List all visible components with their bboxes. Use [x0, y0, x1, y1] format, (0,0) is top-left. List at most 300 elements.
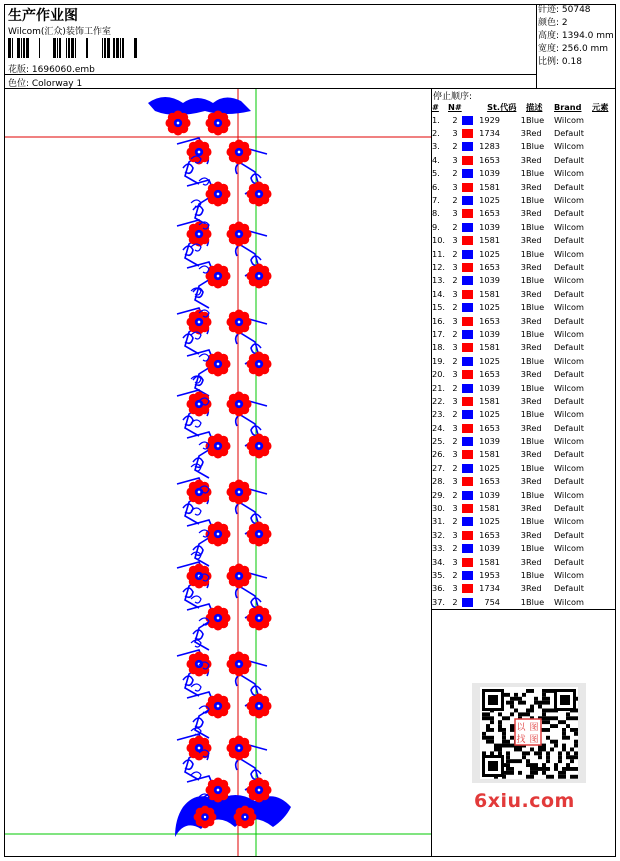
- table-row: [432, 595, 612, 608]
- swatch-box: [462, 263, 473, 272]
- cell-idx: 21.: [432, 382, 446, 393]
- qr-module: [482, 736, 486, 740]
- cell-desc: Blue: [526, 221, 545, 232]
- qr-module: [510, 697, 514, 701]
- cell-idx: 8.: [432, 208, 440, 219]
- cell-idx: 10.: [432, 235, 446, 246]
- qr-module: [562, 771, 566, 775]
- swatch-box: [462, 236, 473, 245]
- qr-module: [566, 751, 570, 755]
- flower-5: [226, 221, 251, 246]
- stats-divider: [536, 4, 537, 88]
- qr-module: [510, 759, 514, 763]
- qr-module: [562, 728, 566, 732]
- qr-module: [510, 728, 514, 732]
- cell-st: 1653: [479, 529, 500, 540]
- cell-st: 1039: [479, 543, 500, 554]
- swirl: [199, 266, 209, 273]
- cell-st: 1653: [479, 261, 500, 272]
- cell-desc: Red: [526, 449, 542, 460]
- qr-module: [518, 759, 522, 763]
- cell-brand: Wilcom: [554, 516, 584, 527]
- cell-st: 1039: [479, 328, 500, 339]
- qr-module: [518, 712, 522, 716]
- stat-value: 256.0 mm: [559, 44, 609, 54]
- table-divider: [431, 609, 616, 610]
- qr-module: [530, 775, 534, 779]
- seal-stamp: [515, 719, 541, 745]
- cell-brand: Wilcom: [554, 596, 584, 607]
- cell-n: 2: [452, 275, 458, 286]
- qr-module: [486, 736, 490, 740]
- color-swatch: [462, 448, 476, 461]
- qr-module: [574, 755, 578, 759]
- color-swatch: [462, 247, 476, 260]
- cell-element: [592, 568, 612, 581]
- qr-module: [546, 709, 550, 713]
- swatch-box: [462, 450, 473, 459]
- watermark-site: 6xiu.com: [474, 790, 575, 812]
- cell-brand: Default: [554, 529, 584, 540]
- color-swatch: [462, 126, 476, 139]
- cell-element: [592, 528, 612, 541]
- cell-element: [592, 314, 612, 327]
- cell-st: 1039: [479, 221, 500, 232]
- cell-st: 1929: [479, 114, 500, 125]
- flower-8: [186, 309, 211, 334]
- cell-brand: Default: [554, 476, 584, 487]
- qr-module: [574, 744, 578, 748]
- flower-2: [205, 181, 230, 206]
- qr-module: [542, 701, 546, 705]
- cell-st: 1039: [479, 382, 500, 393]
- cell-n: 3: [452, 261, 458, 272]
- cell-code: 3: [520, 583, 526, 594]
- qr-module: [526, 759, 530, 763]
- stat-value: 1394.0 mm: [559, 31, 614, 41]
- qr-module: [498, 728, 502, 732]
- color-swatch: [462, 314, 476, 327]
- qr-module: [542, 693, 546, 697]
- swatch-box: [462, 558, 473, 567]
- cell-desc: Blue: [526, 168, 545, 179]
- cell-code: 3: [520, 476, 526, 487]
- cell-brand: Default: [554, 315, 584, 326]
- cell-st: 1025: [479, 462, 500, 473]
- table-row: [432, 153, 612, 166]
- studio-name: Wilcom(汇众)装饰工作室: [8, 27, 111, 37]
- cell-brand: Wilcom: [554, 489, 584, 500]
- stop-sequence-title: 停止顺序:: [433, 92, 473, 102]
- cell-brand: Wilcom: [554, 221, 584, 232]
- stat-label: 针迹:: [538, 5, 560, 15]
- table-row: [432, 367, 612, 380]
- table-row: [432, 113, 612, 126]
- cell-element: [592, 341, 612, 354]
- qr-module: [534, 701, 538, 705]
- table-row: [432, 461, 612, 474]
- qr-module: [574, 751, 578, 755]
- barcode-bar: [26, 38, 29, 58]
- header-2: St.: [487, 102, 500, 112]
- qr-module: [498, 712, 502, 716]
- cell-brand: Default: [554, 422, 584, 433]
- qr-module: [570, 759, 574, 763]
- qr-module: [502, 736, 506, 740]
- cell-element: [592, 408, 612, 421]
- top-scallop-border: [148, 97, 251, 115]
- qr-module: [506, 740, 510, 744]
- cell-idx: 37.: [432, 596, 446, 607]
- table-row: [432, 180, 612, 193]
- cell-st: 1025: [479, 302, 500, 313]
- qr-module: [542, 689, 546, 693]
- swatch-box: [462, 370, 473, 379]
- flower-bottom-left: [194, 806, 217, 829]
- qr-module: [570, 775, 574, 779]
- cell-brand: Default: [554, 342, 584, 353]
- qr-module: [570, 728, 574, 732]
- header-0: #: [432, 102, 439, 112]
- barcode-bar: [75, 38, 76, 58]
- table-row: [432, 314, 612, 327]
- stat-value: 50748: [559, 5, 591, 15]
- cell-element: [592, 434, 612, 447]
- stat-2: [538, 30, 614, 43]
- cell-st: 1025: [479, 195, 500, 206]
- stat-label: 比例:: [538, 57, 560, 67]
- cell-n: 3: [452, 476, 458, 487]
- qr-module: [482, 716, 486, 720]
- qr-module: [506, 759, 510, 763]
- cell-brand: Wilcom: [554, 328, 584, 339]
- cell-st: 1653: [479, 476, 500, 487]
- cell-element: [592, 220, 612, 233]
- cell-brand: Default: [554, 288, 584, 299]
- cell-st: 1025: [479, 355, 500, 366]
- qr-module: [498, 724, 502, 728]
- color-swatch: [462, 220, 476, 233]
- flower-10: [205, 351, 230, 376]
- cell-n: 2: [452, 543, 458, 554]
- cell-element: [592, 180, 612, 193]
- qr-module: [510, 724, 514, 728]
- cell-n: 2: [452, 462, 458, 473]
- cell-desc: Red: [526, 369, 542, 380]
- cell-n: 2: [452, 302, 458, 313]
- cell-idx: 34.: [432, 556, 446, 567]
- qr-module: [514, 693, 518, 697]
- color-swatch: [462, 542, 476, 555]
- qr-module: [506, 693, 510, 697]
- cell-st: 1581: [479, 556, 500, 567]
- barcode-bar: [122, 38, 124, 58]
- qr-module: [570, 755, 574, 759]
- cell-element: [592, 595, 612, 608]
- color-swatch: [462, 501, 476, 514]
- qr-module: [502, 732, 506, 736]
- cell-code: 1: [520, 114, 526, 125]
- swatch-box: [462, 571, 473, 580]
- qr-module: [566, 736, 570, 740]
- qr-module: [554, 767, 558, 771]
- cell-brand: Wilcom: [554, 275, 584, 286]
- swatch-box: [462, 384, 473, 393]
- cell-brand: Wilcom: [554, 382, 584, 393]
- cell-desc: Red: [526, 583, 542, 594]
- seal-char: 找: [516, 735, 526, 745]
- table-row: [432, 247, 612, 260]
- table-row: [432, 193, 612, 206]
- cell-element: [592, 461, 612, 474]
- cell-code: 3: [520, 449, 526, 460]
- qr-module: [482, 751, 486, 755]
- flower-bottom-right: [234, 806, 257, 829]
- qr-module: [486, 728, 490, 732]
- barcode-bar: [68, 38, 70, 58]
- cell-code: 1: [520, 195, 526, 206]
- qr-module: [550, 724, 554, 728]
- flower-3: [246, 181, 271, 206]
- qr-module: [538, 701, 542, 705]
- header-3: 代码: [500, 101, 517, 112]
- qr-module: [502, 740, 506, 744]
- qr-module: [502, 728, 506, 732]
- barcode-bar: [8, 38, 11, 58]
- qr-module: [526, 712, 530, 716]
- qr-module: [550, 689, 554, 693]
- swatch-box: [462, 169, 473, 178]
- barcode-bar: [17, 38, 20, 58]
- flower-9: [226, 309, 251, 334]
- qr-module: [542, 744, 546, 748]
- qr-module: [526, 709, 530, 713]
- barcode-bar: [102, 38, 103, 58]
- cell-code: 1: [520, 141, 526, 152]
- embroidery-design-preview: [5, 89, 431, 856]
- cell-st: 1025: [479, 409, 500, 420]
- qr-module: [514, 697, 518, 701]
- cell-idx: 12.: [432, 261, 446, 272]
- cell-desc: Blue: [526, 248, 545, 259]
- qr-module: [554, 744, 558, 748]
- page-title: 生产作业图: [8, 8, 78, 24]
- qr-module: [566, 763, 570, 767]
- cell-n: 2: [452, 355, 458, 366]
- color-swatch: [462, 234, 476, 247]
- cell-st: 1653: [479, 369, 500, 380]
- cell-desc: Blue: [526, 436, 545, 447]
- qr-module: [546, 701, 550, 705]
- qr-module: [526, 775, 530, 779]
- cell-idx: 27.: [432, 462, 446, 473]
- color-swatch: [462, 595, 476, 608]
- cell-element: [592, 193, 612, 206]
- barcode-bar: [107, 38, 110, 58]
- qr-module: [482, 712, 486, 716]
- cell-desc: Blue: [526, 328, 545, 339]
- cell-brand: Wilcom: [554, 302, 584, 313]
- cell-st: 1734: [479, 583, 500, 594]
- qr-module: [522, 755, 526, 759]
- cell-element: [592, 542, 612, 555]
- table-row: [432, 528, 612, 541]
- qr-module: [546, 767, 550, 771]
- cell-idx: 16.: [432, 315, 446, 326]
- barcode-bar: [86, 38, 88, 58]
- cell-code: 1: [520, 355, 526, 366]
- color-swatch: [462, 381, 476, 394]
- table-row: [432, 542, 612, 555]
- cell-st: 1581: [479, 235, 500, 246]
- qr-module: [526, 763, 530, 767]
- qr-module: [530, 709, 534, 713]
- flower-28: [186, 735, 211, 760]
- cell-idx: 13.: [432, 275, 446, 286]
- flower-26: [205, 693, 230, 718]
- colorway: 色位: Colorway 1: [8, 79, 83, 89]
- qr-module: [558, 771, 562, 775]
- color-swatch: [462, 180, 476, 193]
- qr-module: [526, 751, 530, 755]
- table-row: [432, 515, 612, 528]
- cell-desc: Blue: [526, 489, 545, 500]
- qr-module: [542, 716, 546, 720]
- qr-module: [546, 755, 550, 759]
- qr-module: [486, 740, 490, 744]
- cell-idx: 24.: [432, 422, 446, 433]
- cell-desc: Red: [526, 395, 542, 406]
- swatch-box: [462, 116, 473, 125]
- cell-st: 1653: [479, 422, 500, 433]
- cell-desc: Red: [526, 529, 542, 540]
- swatch-box: [462, 250, 473, 259]
- cell-code: 1: [520, 516, 526, 527]
- cell-brand: Default: [554, 583, 584, 594]
- qr-module: [530, 771, 534, 775]
- flower-top-left: [165, 110, 190, 135]
- cell-element: [592, 488, 612, 501]
- cell-element: [592, 247, 612, 260]
- cell-element: [592, 234, 612, 247]
- cell-code: 3: [520, 503, 526, 514]
- cell-n: 2: [452, 436, 458, 447]
- qr-module: [546, 775, 550, 779]
- cell-desc: Red: [526, 181, 542, 192]
- cell-code: 3: [520, 422, 526, 433]
- qr-module: [490, 736, 494, 740]
- qr-module: [522, 751, 526, 755]
- barcode-bar: [113, 38, 115, 58]
- header-1: N#: [448, 102, 462, 112]
- color-swatch: [462, 367, 476, 380]
- cell-idx: 23.: [432, 409, 446, 420]
- color-swatch: [462, 568, 476, 581]
- cell-n: 2: [452, 221, 458, 232]
- qr-module: [574, 767, 578, 771]
- qr-module: [510, 712, 514, 716]
- table-row: [432, 381, 612, 394]
- barcode-bar: [57, 38, 58, 58]
- table-row: [432, 300, 612, 313]
- stat-3: [538, 43, 614, 56]
- flower-30: [205, 777, 230, 802]
- cell-code: 1: [520, 382, 526, 393]
- table-header-row: [432, 101, 612, 113]
- swatch-box: [462, 397, 473, 406]
- cell-n: 2: [452, 328, 458, 339]
- cell-desc: Red: [526, 503, 542, 514]
- table-row: [432, 167, 612, 180]
- swirl: [191, 596, 201, 603]
- qr-module: [506, 701, 510, 705]
- cell-code: 1: [520, 436, 526, 447]
- flower-4: [186, 221, 211, 246]
- cell-desc: Red: [526, 261, 542, 272]
- cell-desc: Blue: [526, 569, 545, 580]
- table-row: [432, 327, 612, 340]
- cell-st: 754: [484, 596, 500, 607]
- stat-label: 高度:: [538, 31, 560, 41]
- cell-st: 1653: [479, 208, 500, 219]
- color-swatch: [462, 354, 476, 367]
- color-swatch: [462, 193, 476, 206]
- qr-module: [506, 755, 510, 759]
- qr-module: [526, 689, 530, 693]
- qr-module: [490, 740, 494, 744]
- qr-module: [498, 744, 502, 748]
- cell-code: 1: [520, 543, 526, 554]
- barcode-bar: [71, 38, 74, 58]
- cell-idx: 9.: [432, 221, 440, 232]
- cell-element: [592, 327, 612, 340]
- cell-n: 2: [452, 114, 458, 125]
- swatch-box: [462, 464, 473, 473]
- swatch-box: [462, 330, 473, 339]
- cell-idx: 22.: [432, 395, 446, 406]
- cell-element: [592, 367, 612, 380]
- cell-brand: Default: [554, 261, 584, 272]
- qr-module: [490, 728, 494, 732]
- qr-module: [566, 712, 570, 716]
- cell-idx: 20.: [432, 369, 446, 380]
- cell-code: 3: [520, 369, 526, 380]
- swatch-box: [462, 142, 473, 151]
- cell-idx: 5.: [432, 168, 440, 179]
- qr-module: [542, 709, 546, 713]
- cell-st: 1581: [479, 503, 500, 514]
- qr-module: [542, 712, 546, 716]
- qr-module: [506, 716, 510, 720]
- flower-13: [226, 391, 251, 416]
- qr-module: [558, 751, 562, 755]
- cell-n: 2: [452, 248, 458, 259]
- qr-module: [554, 724, 558, 728]
- flower-11: [246, 351, 271, 376]
- cell-n: 2: [452, 596, 458, 607]
- qr-module: [538, 755, 542, 759]
- cell-element: [592, 448, 612, 461]
- qr-module: [542, 697, 546, 701]
- qr-module: [546, 728, 550, 732]
- barcode-bar: [66, 38, 67, 58]
- qr-module: [522, 701, 526, 705]
- cell-n: 3: [452, 583, 458, 594]
- cell-element: [592, 394, 612, 407]
- color-swatch: [462, 287, 476, 300]
- qr-module: [522, 693, 526, 697]
- qr-module: [530, 705, 534, 709]
